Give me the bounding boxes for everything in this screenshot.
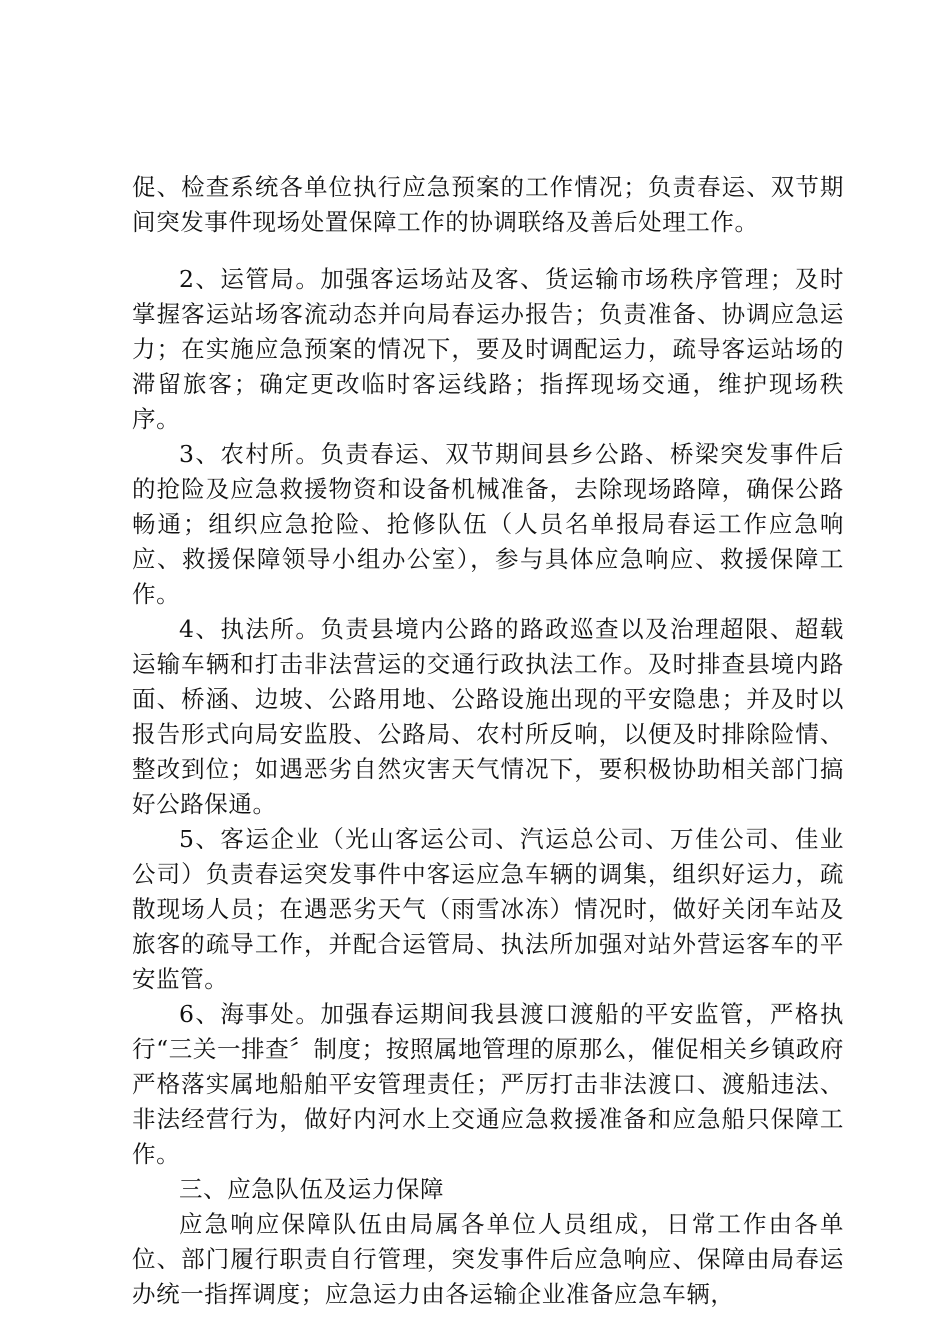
paragraph-rural-office: 3、农村所。负责春运、双节期间县乡公路、桥梁突发事件后的抢险及应急救援物资和设备机械准备，去除现场路障，确保公路畅通；组织应急抢险、抢修队伍（人员名单报局春运工作应急响应、救援保障领导小组办公室），参与具体应急响应、救援保障工作。 bbox=[132, 440, 844, 608]
paragraph-maritime-office: 6、海事处。加强春运期间我县渡口渡船的平安监管，严格执行“三关一排查〞制度；按照属地管理的原那么，催促相关乡镇政府严格落实属地船舶平安管理责任；严厉打击非法渡口、渡船违法、非法经营行为，做好内河水上交通应急救援准备和应急船只保障工作。 bbox=[132, 1000, 844, 1168]
paragraph-emergency-team-guarantee: 应急响应保障队伍由局属各单位人员组成，日常工作由各单位、部门履行职责自行管理，突发事件后应急响应、保障由局春运办统一指挥调度；应急运力由各运输企业准备应急车辆， bbox=[132, 1210, 844, 1308]
paragraph-passenger-transport-enterprises: 5、客运企业（光山客运公司、汽运总公司、万佳公司、佳业公司）负责春运突发事件中客运应急车辆的调集，组织好运力，疏散现场人员；在遇恶劣天气（雨雪冰冻）情况时，做好关闭车站及旅客的疏导工作，并配合运管局、执法所加强对站外营运客车的平安监管。 bbox=[132, 825, 844, 993]
paragraph-continuation: 促、检查系统各单位执行应急预案的工作情况；负责春运、双节期间突发事件现场处置保障工作的协调联络及善后处理工作。 bbox=[132, 173, 844, 236]
paragraph-law-enforcement-office: 4、执法所。负责县境内公路的路政巡查以及治理超限、超载运输车辆和打击非法营运的交通行政执法工作。及时排查县境内路面、桥涵、边坡、公路用地、公路设施出现的平安隐患；并及时以报告形式向局安监股、公路局、农村所反响，以便及时排除险情、整改到位；如遇恶劣自然灾害天气情况下，要积极协助相关部门搞好公路保通。 bbox=[132, 615, 844, 818]
document-body bbox=[132, 170, 844, 1312]
section-heading-emergency-teams: 三、应急队伍及运力保障 bbox=[179, 1175, 445, 1203]
paragraph-transport-management-bureau: 2、运管局。加强客运场站及客、货运输市场秩序管理；及时掌握客运站场客流动态并向局春运办报告；负责准备、协调应急运力；在实施应急预案的情况下，要及时调配运力，疏导客运站场的滞留旅客；确定更改临时客运线路；指挥现场交通，维护现场秩序。 bbox=[132, 265, 844, 433]
